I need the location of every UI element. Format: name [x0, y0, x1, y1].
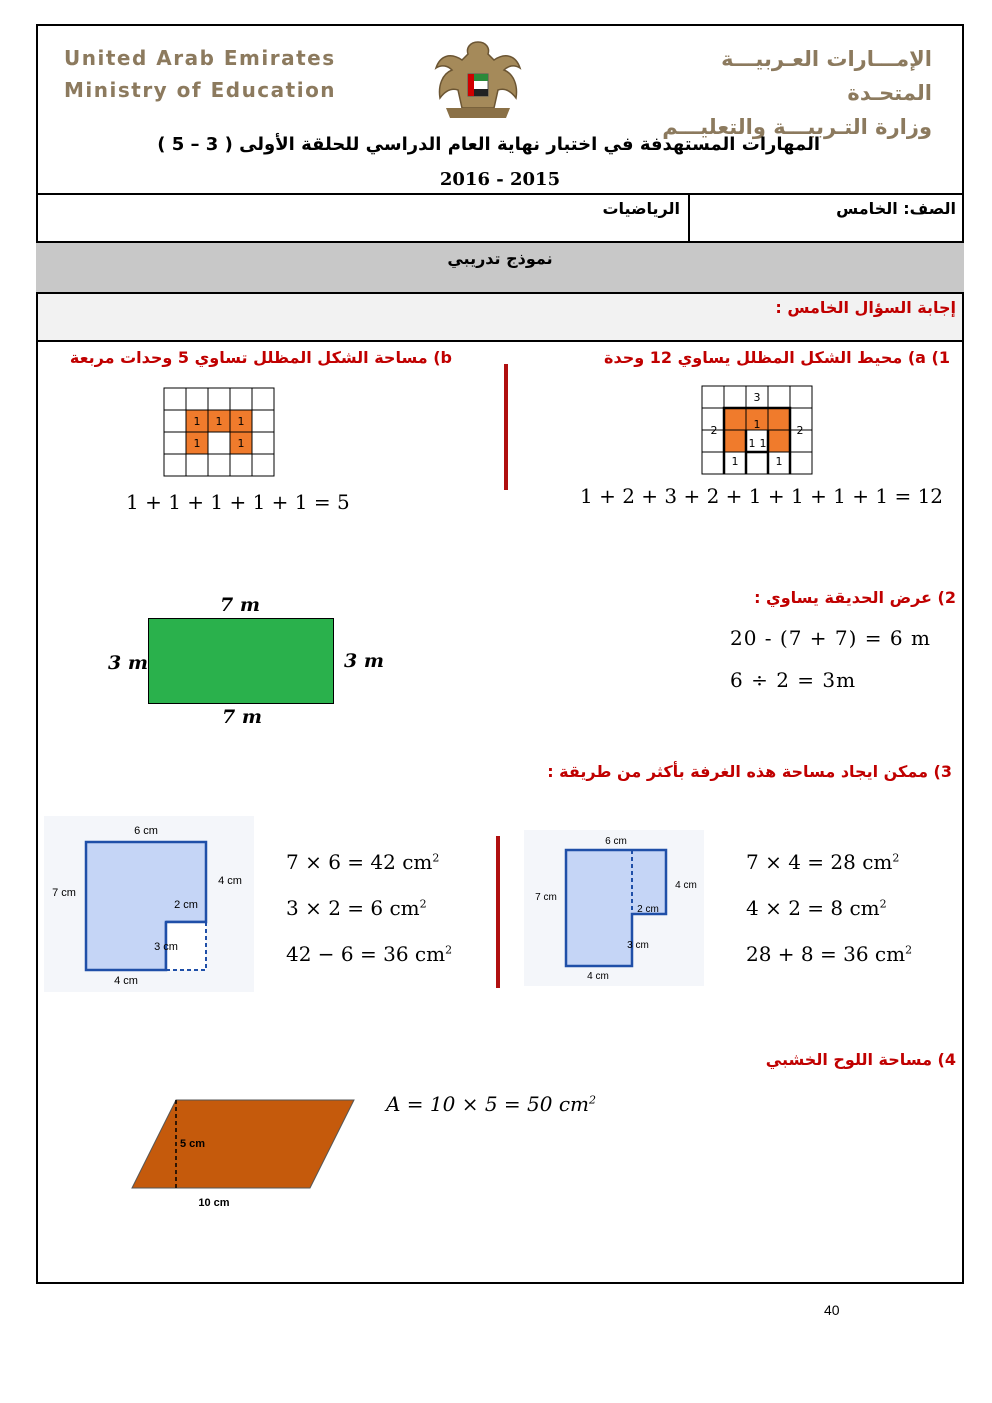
lf-right: 4 cm: [218, 875, 242, 887]
q3-separator: [496, 836, 500, 988]
rf-inner: 3 cm: [627, 940, 649, 951]
q3-right-eq-3: 28 + 8 = 36 $cm^2$: [746, 942, 913, 966]
q3-left-eq-3: 42 − 6 = 36 $cm^2$: [286, 942, 453, 966]
q3-right-eq-2: 4 × 2 = 8 $cm^2$: [746, 896, 887, 920]
garden-right-width: 3 m: [344, 650, 384, 672]
garden-top-length: 7 m: [220, 594, 260, 616]
q3-label: 3) ممكن ايجاد مساحة هذه الغرفة بأكثر من طريقة :: [547, 762, 952, 781]
q1a-top: 3: [753, 391, 761, 404]
ministry-name-en: [64, 42, 336, 106]
rf-top: 6 cm: [605, 836, 627, 847]
answer-title: إجابة السؤال الخامس :: [775, 298, 956, 317]
lf-bottom: 4 cm: [114, 975, 138, 987]
q3-left-eq-2: 3 × 2 = 6 $cm^2$: [286, 896, 427, 920]
q4-height: 5 cm: [180, 1138, 206, 1150]
page-number: 40: [824, 1302, 840, 1318]
en-line-2: Ministry of Education: [64, 78, 337, 102]
en-line-1: United Arab Emirates: [64, 46, 336, 70]
model-title: نموذج تدريبي: [447, 249, 553, 268]
divider-vertical: [688, 193, 690, 241]
lf-left: 7 cm: [52, 887, 76, 899]
ar-line-2: وزارة التـربيـــة والتعليـــم: [662, 115, 932, 139]
ministry-name-ar: [632, 42, 932, 144]
lf-notch-w: 2 cm: [174, 899, 198, 911]
q1a-bot-1: 1: [731, 455, 739, 468]
academic-year: 2016 - 2015: [439, 169, 561, 190]
q1a-label: 1) a) محيط الشكل المظلل يساوي 12 وحدة: [604, 348, 950, 367]
ar-line-1: الإمـــارات العـربيـــة المتحـدة: [721, 47, 932, 105]
rf-mid: 2 cm: [637, 904, 659, 915]
q1b-cell: 1: [193, 437, 201, 450]
q1b-grid: [162, 386, 278, 478]
uae-emblem-icon: [432, 34, 524, 122]
page-title: المهارات المستهدفة في اختبار نهاية العام الدراسي للحلقة الأولى ( 3 – 5 ): [157, 134, 820, 155]
rf-right: 4 cm: [675, 880, 697, 891]
q3-left-figure: [44, 816, 254, 992]
q3-right-eq-1: 7 × 4 = 28 $cm^2$: [746, 850, 900, 874]
divider: [36, 193, 964, 195]
q1a-equation: 1 + 2 + 3 + 2 + 1 + 1 + 1 + 1 = 12: [580, 484, 944, 508]
q1b-cell: 1: [237, 415, 245, 428]
q3-right-figure: [524, 830, 704, 986]
q1b-cell: 1: [237, 437, 245, 450]
q1a-mid-1: 1: [748, 437, 756, 450]
q1a-grid: [700, 384, 816, 476]
garden-bottom-length: 7 m: [222, 706, 262, 728]
q4-parallelogram: [126, 1096, 362, 1212]
rf-left: 7 cm: [535, 892, 557, 903]
q2-line-2: 6 ÷ 2 = 3m: [730, 668, 857, 692]
q1b-equation: 1 + 1 + 1 + 1 + 1 = 5: [126, 490, 350, 514]
q1a-right: 2: [796, 424, 804, 437]
q1a-bot-2: 1: [775, 455, 783, 468]
q1b-label: b) مساحة الشكل المظلل تساوي 5 وحدات مربعة: [69, 348, 452, 367]
lf-top: 6 cm: [134, 825, 158, 837]
q4-equation: A = 10 × 5 = 50 $cm^2$: [386, 1092, 597, 1116]
q1a-mid-2: 1: [759, 437, 767, 450]
divider: [36, 340, 964, 342]
subject-label: الرياضيات: [602, 199, 680, 218]
q1a-mid-top: 1: [753, 418, 761, 431]
q2-line-1: 20 - (7 + 7) = 6 m: [730, 626, 931, 650]
lf-notch-h: 3 cm: [154, 941, 178, 953]
q2-label: 2) عرض الحديقة يساوي :: [754, 588, 956, 607]
garden-left-width: 3 m: [108, 652, 148, 674]
q1-separator: [504, 364, 508, 490]
q1b-cell: 1: [193, 415, 201, 428]
garden-rectangle: [148, 618, 334, 704]
q1a-left: 2: [710, 424, 718, 437]
q4-base: 10 cm: [198, 1197, 230, 1209]
q4-label: 4) مساحة اللوح الخشبي: [765, 1050, 956, 1069]
grade-label: الصف: الخامس: [836, 199, 956, 218]
q1b-cell: 1: [215, 415, 223, 428]
q3-left-eq-1: 7 × 6 = 42 $cm^2$: [286, 850, 440, 874]
rf-bottom: 4 cm: [587, 971, 609, 982]
